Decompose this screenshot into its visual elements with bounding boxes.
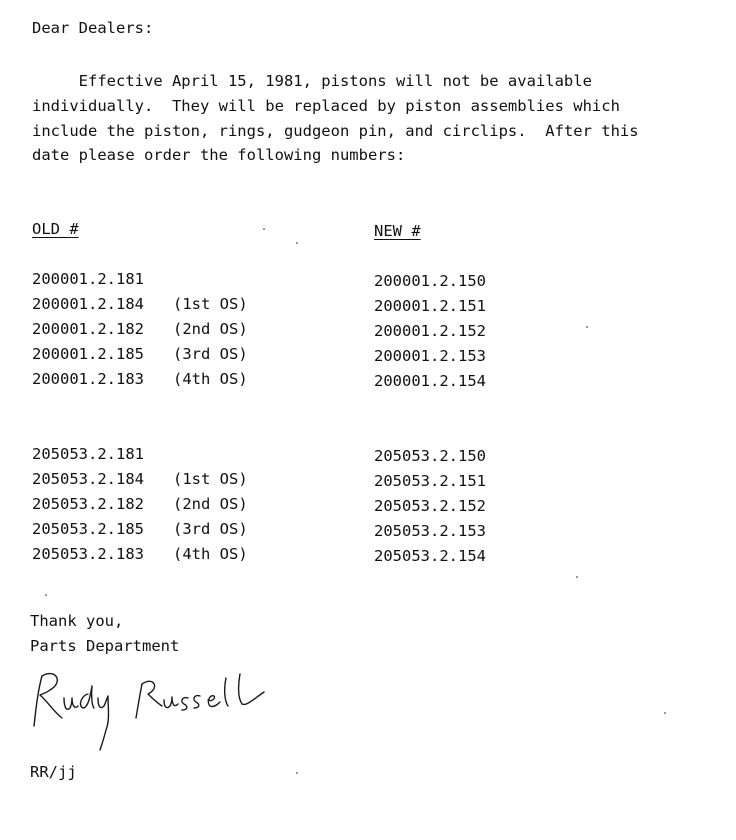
oversize-note: (2nd OS) xyxy=(173,495,248,513)
scan-speck xyxy=(296,772,298,774)
table-row xyxy=(0,269,736,289)
oversize-note: (1st OS) xyxy=(173,470,248,488)
table-row xyxy=(0,319,736,339)
handwritten-signature xyxy=(28,668,278,758)
scan-speck xyxy=(45,594,47,596)
scan-speck xyxy=(296,242,298,244)
old-part-number: 205053.2.182 xyxy=(32,495,144,513)
closing-line: Thank you, xyxy=(30,612,124,630)
oversize-note: (3rd OS) xyxy=(173,520,248,538)
table-row xyxy=(0,369,736,389)
old-part-number: 200001.2.185 xyxy=(32,345,144,363)
department-name: Parts Department xyxy=(30,637,180,655)
oversize-note: (1st OS) xyxy=(173,295,248,313)
scan-speck xyxy=(576,576,578,578)
new-part-number: 205053.2.153 xyxy=(374,522,486,540)
body-line: Effective April 15, 1981, pistons will not be available xyxy=(32,72,592,90)
scan-speck xyxy=(586,326,588,328)
oversize-note: (3rd OS) xyxy=(173,345,248,363)
new-part-number: 205053.2.154 xyxy=(374,547,486,565)
old-part-number: 205053.2.183 xyxy=(32,545,144,563)
new-part-number: 200001.2.151 xyxy=(374,297,486,315)
table-row xyxy=(0,444,736,464)
table-row xyxy=(0,294,736,314)
old-part-number: 200001.2.182 xyxy=(32,320,144,338)
new-part-number: 200001.2.154 xyxy=(374,372,486,390)
old-part-number: 205053.2.184 xyxy=(32,470,144,488)
new-part-number: 200001.2.150 xyxy=(374,272,486,290)
table-row xyxy=(0,519,736,539)
new-part-number: 200001.2.153 xyxy=(374,347,486,365)
new-part-number: 205053.2.150 xyxy=(374,447,486,465)
table-row xyxy=(0,469,736,489)
new-part-number: 200001.2.152 xyxy=(374,322,486,340)
table-row xyxy=(0,544,736,564)
new-part-number: 205053.2.151 xyxy=(374,472,486,490)
body-line: individually. They will be replaced by piston assemblies which xyxy=(32,97,620,115)
old-part-number: 205053.2.181 xyxy=(32,445,144,463)
table-row xyxy=(0,494,736,514)
signature-text: Rudy Russell xyxy=(28,668,36,669)
old-number-header: OLD # xyxy=(32,220,79,238)
oversize-note: (4th OS) xyxy=(173,545,248,563)
new-number-header: NEW # xyxy=(374,222,421,240)
body-line: date please order the following numbers: xyxy=(32,146,406,164)
body-line: include the piston, rings, gudgeon pin, and circlips. After this xyxy=(32,122,639,140)
oversize-note: (2nd OS) xyxy=(173,320,248,338)
scan-speck xyxy=(263,228,265,230)
letter-greeting: Dear Dealers: xyxy=(32,19,154,37)
table-row xyxy=(0,344,736,364)
oversize-note: (4th OS) xyxy=(173,370,248,388)
author-initials: RR/jj xyxy=(30,763,77,781)
new-part-number: 205053.2.152 xyxy=(374,497,486,515)
old-part-number: 200001.2.184 xyxy=(32,295,144,313)
scan-speck xyxy=(664,712,666,714)
old-part-number: 200001.2.183 xyxy=(32,370,144,388)
old-part-number: 205053.2.185 xyxy=(32,520,144,538)
old-part-number: 200001.2.181 xyxy=(32,270,144,288)
